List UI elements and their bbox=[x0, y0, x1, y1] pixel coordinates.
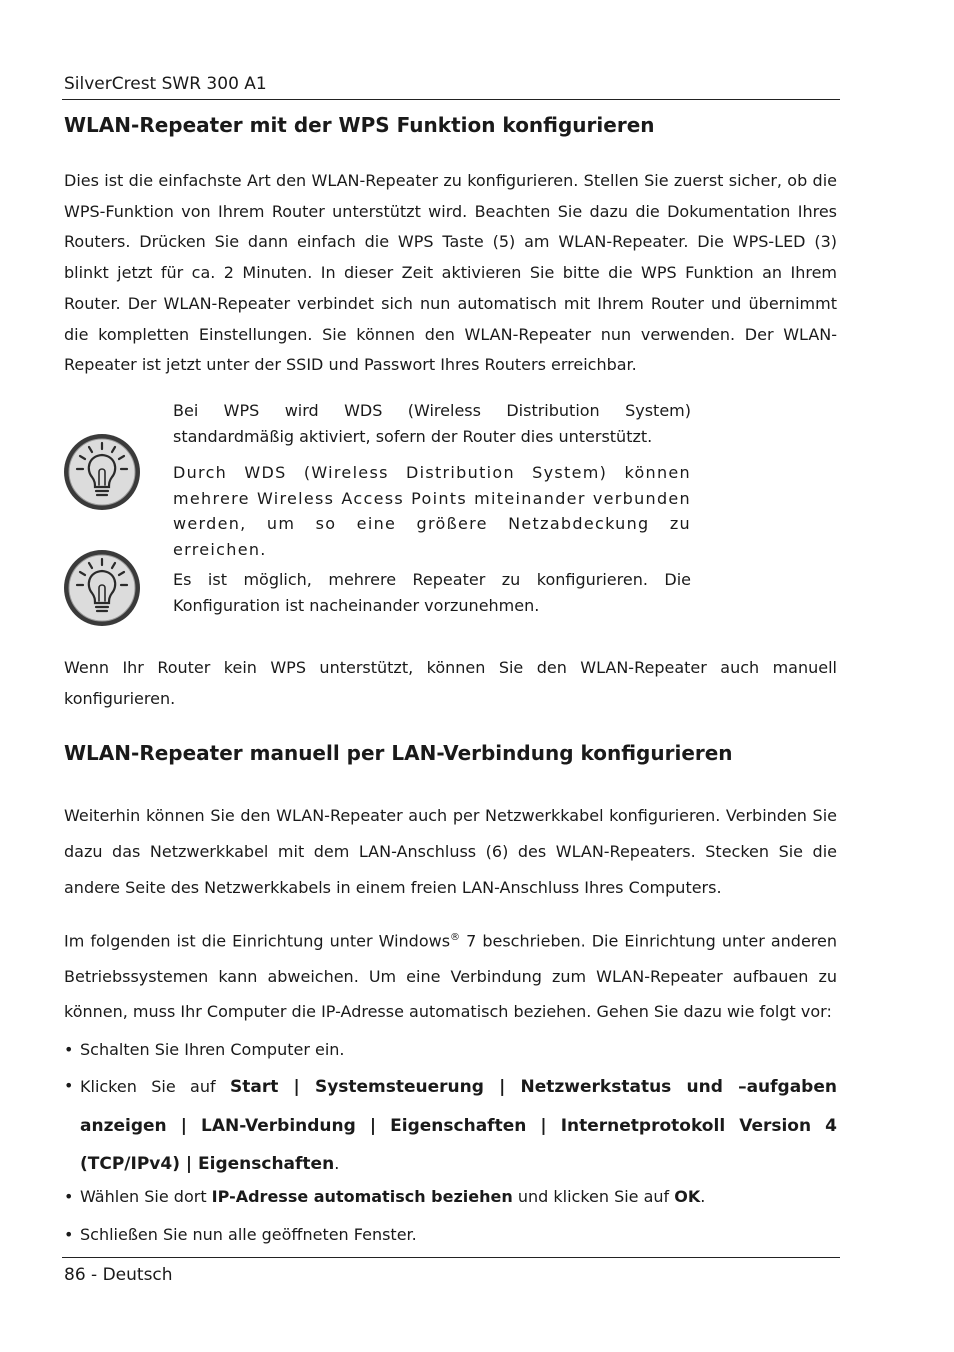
section-title-lan: WLAN-Repeater manuell per LAN-Verbindung konfigurieren bbox=[64, 741, 733, 765]
bullet2-prefix: Klicken Sie auf bbox=[80, 1077, 230, 1096]
ok-label: OK bbox=[674, 1187, 701, 1206]
bullet-item-1 bbox=[64, 1040, 837, 1059]
lan-paragraph-1: Weiterhin können Sie den WLAN-Repeater auch per Netzwerkkabel konfigurieren. Verbinden Sie dazu das Netzwerkkabel mit dem LAN-Anschluss (6) des WLAN-Repeaters. Stecken Sie die andere Seite des Netzwerkkabels in einem freien LAN-Anschluss Ihres Computers. bbox=[64, 806, 837, 897]
bullet3-middle: und klicken Sie auf bbox=[512, 1187, 675, 1206]
bullet-text bbox=[80, 1068, 837, 1184]
footer-rule bbox=[62, 1257, 840, 1258]
wps-intro-paragraph: Dies ist die einfachste Art den WLAN-Repeater zu konfigurieren. Stellen Sie zuerst sicher, ob die WPS-Funktion von Ihrem Router unterstützt wird. Beachten Sie dazu die Dokumentation Ihres Routers. Drücken Sie dann einfach die WPS Taste (5) am WLAN-Repeater. Die WPS-LED (3) blinkt jetzt für ca. 2 Minuten. In dieser Zeit aktivieren Sie bitte die WPS Funktion an Ihrem Router. Der WLAN-Repeater verbindet sich nun automatisch mit Ihrem Router und übernimmt die kompletten Einstellungen. Sie können den WLAN-Repeater nun verwenden. Der WLAN-Repeater ist jetzt unter der SSID und Passwort Ihres Routers erreichbar. bbox=[64, 171, 837, 375]
lightbulb-icon bbox=[62, 432, 142, 512]
bullet-text bbox=[80, 1187, 837, 1206]
para2-rest: 7 beschrieben. Die Einrichtung unter anderen Betriebssystemen kann abweichen. Um eine Verbindung zum WLAN-Repeater aufbauen zu können, muss Ihr Computer die IP-Adresse automatisch beziehen. Gehen Sie dazu wie folgt vor: bbox=[64, 931, 838, 1021]
bullet-item-4 bbox=[64, 1225, 837, 1244]
bullet-text: Schließen Sie nun alle geöffneten Fenster. bbox=[80, 1225, 417, 1244]
bullet-dot: • bbox=[64, 1225, 74, 1244]
lightbulb-icon bbox=[62, 548, 142, 628]
tip-multiple-repeaters: Es ist möglich, mehrere Repeater zu konfigurieren. Die Konfiguration ist nacheinander vorzunehmen. bbox=[173, 570, 691, 615]
bullet-item-2 bbox=[64, 1068, 837, 1184]
bullet-dot: • bbox=[64, 1076, 74, 1095]
tip-wds-default: Bei WPS wird WDS (Wireless Distribution System) standardmäßig aktiviert, sofern der Router dies unterstützt. bbox=[173, 401, 691, 446]
registered-mark: ® bbox=[450, 932, 461, 943]
bullet2-suffix: . bbox=[334, 1154, 340, 1173]
section-title-wps: WLAN-Repeater mit der WPS Funktion konfigurieren bbox=[64, 113, 655, 137]
bullet3-suffix: . bbox=[700, 1187, 706, 1206]
bullet-dot: • bbox=[64, 1187, 74, 1206]
tip-wds-explanation: Durch WDS (Wireless Distribution System) können mehrere Wireless Access Points miteinander verbunden werden, um so eine größere Netzabdeckung zu erreichen. bbox=[173, 463, 691, 559]
header-rule bbox=[62, 99, 840, 100]
wps-outro-paragraph: Wenn Ihr Router kein WPS unterstützt, können Sie den WLAN-Repeater auch manuell konfigurieren. bbox=[64, 658, 837, 708]
bullet-item-3 bbox=[64, 1187, 837, 1206]
bullet-dot: • bbox=[64, 1040, 74, 1059]
running-header: SilverCrest SWR 300 A1 bbox=[64, 74, 267, 94]
bullet-text: Schalten Sie Ihren Computer ein. bbox=[80, 1040, 345, 1059]
lan-paragraph-2 bbox=[64, 920, 837, 1029]
page-footer: 86 - Deutsch bbox=[64, 1265, 173, 1285]
para2-start: Im folgenden ist die Einrichtung unter Windows bbox=[64, 931, 451, 951]
menu-path: Start | Systemsteuerung | Netzwerkstatus und –aufgaben anzeigen | LAN-Verbindung | Eigenschaften | Internetprotokoll Version 4 (TCP/IPv4) | Eigenschaften bbox=[80, 1077, 837, 1174]
ip-auto-option: IP-Adresse automatisch beziehen bbox=[211, 1187, 513, 1206]
bullet3-prefix: Wählen Sie dort bbox=[80, 1187, 212, 1206]
